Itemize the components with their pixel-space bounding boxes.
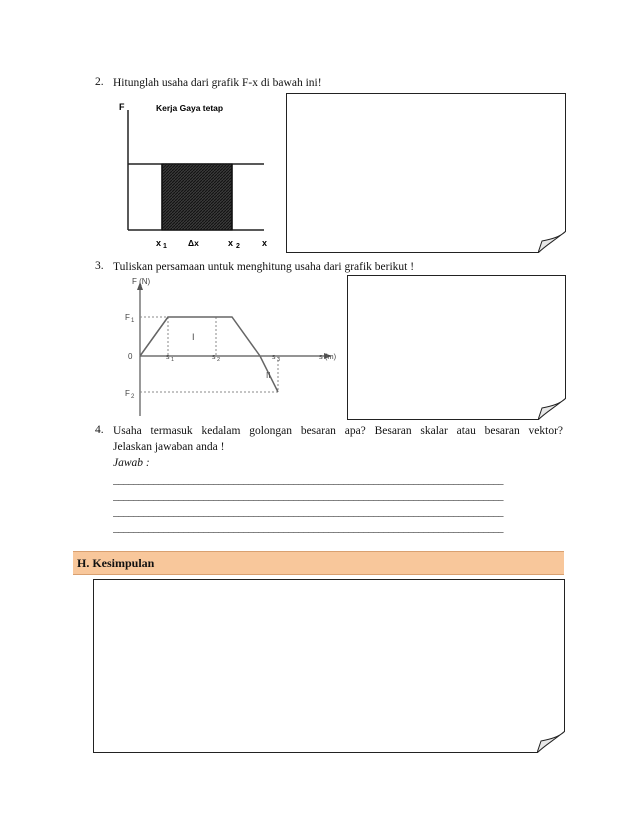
f1-label: F — [125, 313, 130, 322]
f-axis-label: F — [119, 102, 125, 112]
answer-lines[interactable] — [113, 474, 563, 538]
svg-text:1: 1 — [131, 318, 135, 324]
region-1-label: I — [192, 332, 195, 342]
answer-line: ______________________________________________________________________________ — [113, 522, 503, 534]
s-axis-label: s (m) — [319, 352, 337, 361]
question-3-number: 3. — [95, 260, 104, 272]
question-4-text-line-2: Jelaskan jawaban anda ! — [113, 441, 225, 453]
s3-label: s — [272, 354, 276, 361]
s2-label: s — [212, 354, 216, 361]
answer-box-conclusion[interactable] — [93, 579, 565, 753]
page-curl-icon — [538, 398, 566, 420]
question-4-text-line-1: Usaha termasuk kedalam golongan besaran apa? Besaran skalar atau besaran vektor? — [113, 425, 563, 437]
svg-text:2: 2 — [236, 243, 240, 250]
answer-line: ______________________________________________________________________________ — [113, 474, 503, 486]
question-2-number: 2. — [95, 76, 104, 88]
question-3-text: Tuliskan persamaan untuk menghitung usaha dari grafik berikut ! — [113, 261, 415, 273]
delta-x-label: Δx — [188, 238, 199, 248]
graph-title: Kerja Gaya tetap — [156, 103, 224, 113]
page-curl-icon — [537, 731, 565, 753]
s1-label: s — [166, 354, 170, 361]
svg-text:3: 3 — [277, 357, 281, 363]
answer-box-question-2[interactable] — [286, 93, 566, 253]
answer-line: ______________________________________________________________________________ — [113, 506, 503, 518]
page-curl-icon — [538, 231, 566, 253]
x2-label: x — [228, 238, 234, 248]
section-title: H. Kesimpulan — [77, 556, 155, 570]
region-2-label: II — [266, 371, 271, 380]
section-header-kesimpulan — [73, 551, 564, 575]
svg-text:2: 2 — [131, 394, 135, 400]
f2-label: F — [125, 389, 130, 398]
svg-text:1: 1 — [163, 243, 167, 250]
force-displacement-graph-variable — [112, 274, 348, 420]
answer-line: ______________________________________________________________________________ — [113, 490, 503, 502]
svg-text:2: 2 — [217, 357, 221, 363]
x1-label: x — [156, 238, 162, 248]
answer-label: Jawab : — [113, 457, 150, 469]
f-axis-label: F (N) — [132, 277, 151, 286]
answer-box-question-3[interactable] — [347, 275, 566, 420]
svg-text:1: 1 — [171, 357, 175, 363]
force-displacement-graph-constant — [112, 96, 282, 254]
question-2-text: Hitunglah usaha dari grafik F-x di bawah ini! — [113, 77, 322, 89]
x-axis-label: x — [262, 238, 268, 248]
origin-label: 0 — [128, 352, 133, 361]
work-area — [162, 164, 232, 230]
question-4-number: 4. — [95, 424, 104, 436]
